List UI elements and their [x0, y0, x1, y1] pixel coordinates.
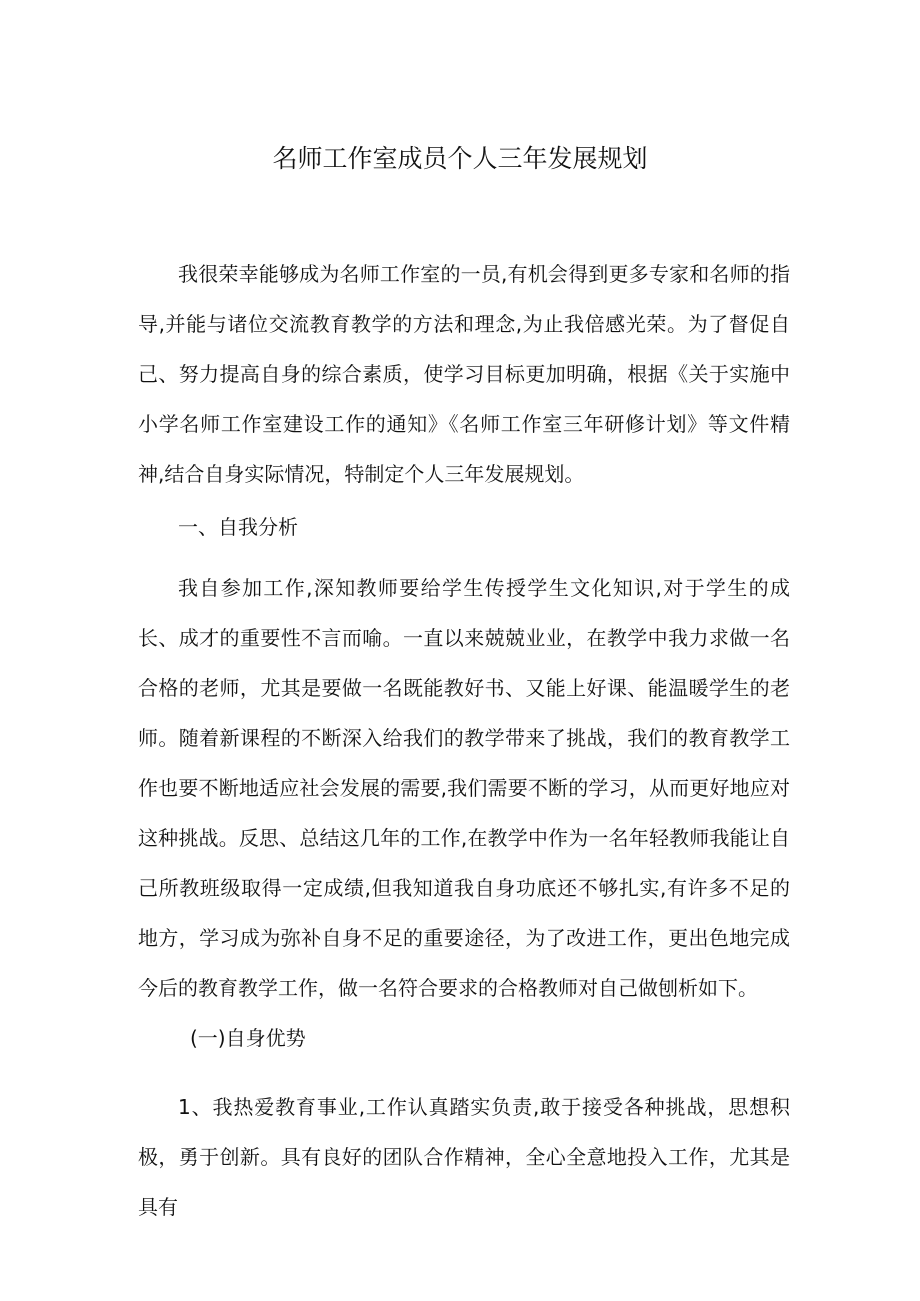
self-analysis-paragraph: 我自参加工作,深知教师要给学生传授学生文化知识,对于学生的成长、成才的重要性不言而喻。一直以来兢兢业业，在教学中我力求做一名合格的老师，尤其是要做一名既能教好书、又能上好课、能温暖学生的老师。随着新课程的不断深入给我们的教学带来了挑战，我们的教育教学工作也要不断地适应社会发展的需要,我们需要不断的学习，从而更好地应对这种挑战。反思、总结这几年的工作,在教学中作为一名年轻教师我能让自己所教班级取得一定成绩,但我知道我自身功底还不够扎实,有许多不足的地方，学习成为弥补自身不足的重要途径，为了改进工作，更出色地完成今后的教育教学工作，做一名符合要求的合格教师对自己做刨析如下。: [138, 576, 790, 1000]
intro-paragraph: 我很荣幸能够成为名师工作室的一员,有机会得到更多专家和名师的指导,并能与诸位交流教育教学的方法和理念,为止我倍感光荣。为了督促自己、努力提高自身的综合素质，使学习目标更加明确，根据《关于实施中小学名师工作室建设工作的通知》《名师工作室三年研修计划》等文件精神,结合自身实际情况，特制定个人三年发展规划。: [138, 262, 790, 486]
subsection-heading-strengths: (一)自身优势: [190, 1026, 306, 1050]
section-heading-self-analysis: 一、自我分析: [178, 515, 298, 539]
document-title: 名师工作室成员个人三年发展规划: [272, 144, 648, 173]
strength-item-1: 1、我热爱教育事业,工作认真踏实负责,敢于接受各种挑战，思想积极，勇于创新。具有良好的团队合作精神，全心全意地投入工作，尤其是具有: [138, 1095, 790, 1219]
